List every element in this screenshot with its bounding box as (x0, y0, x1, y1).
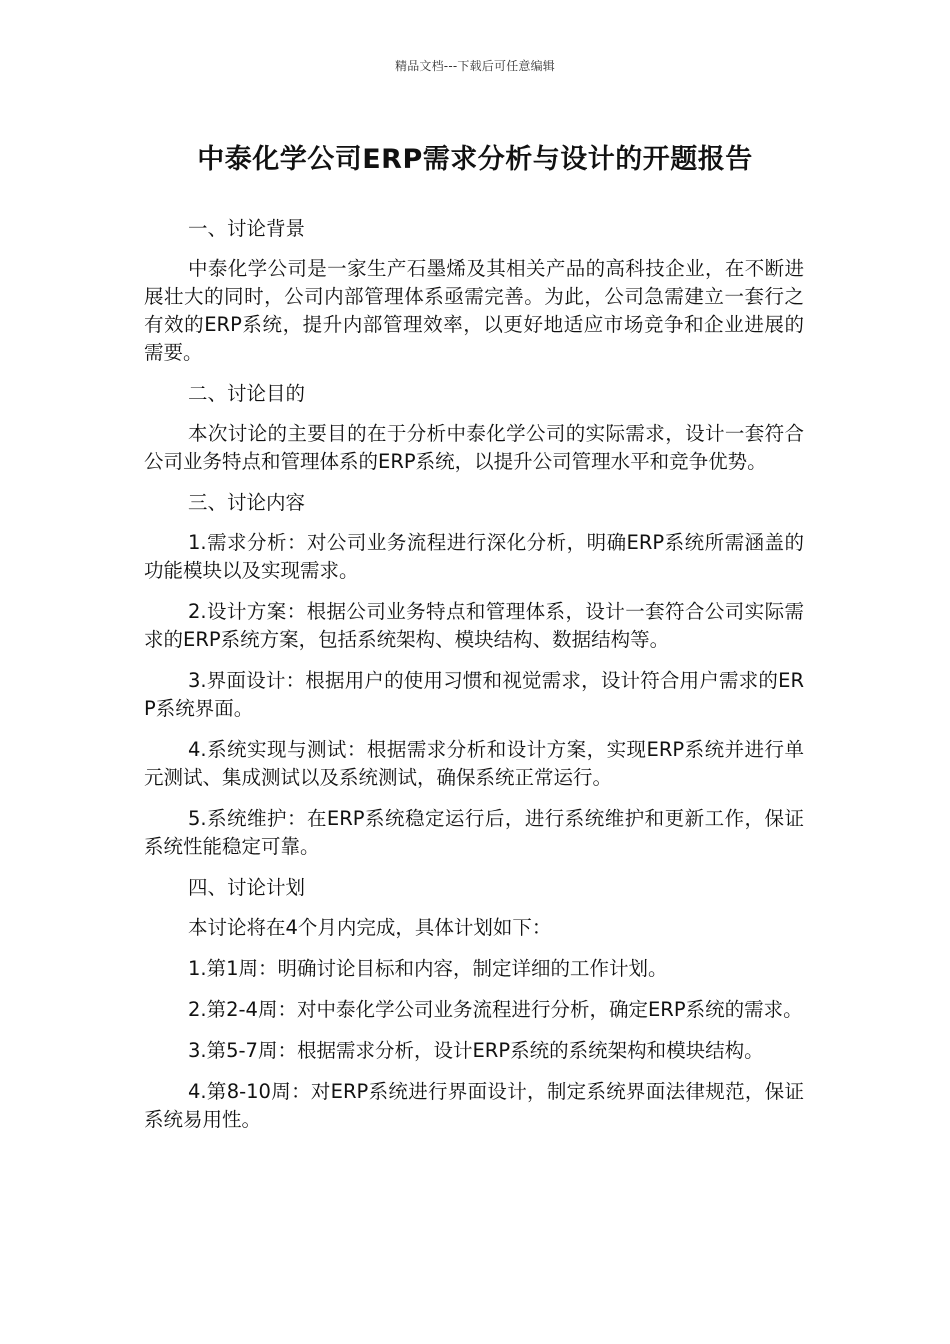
paragraph-background: 中泰化学公司是一家生产石墨烯及其相关产品的高科技企业，在不断进展壮大的同时，公司内部管理体系亟需完善。为此，公司急需建立一套行之有效的ERP系统，提升内部管理效率，以更好地适应市场竞争和企业进展的需要。 (144, 257, 804, 364)
paragraph-purpose: 本次讨论的主要目的在于分析中泰化学公司的实际需求，设计一套符合公司业务特点和管理体系的ERP系统，以提升公司管理水平和竞争优势。 (144, 422, 804, 473)
plan-intro: 本讨论将在4个月内完成，具体计划如下： (188, 916, 552, 939)
content-item-implementation: 4.系统实现与测试：根据需求分析和设计方案，实现ERP系统并进行单元测试、集成测试以及系统测试，确保系统正常运行。 (144, 738, 804, 789)
header-note: 精品文档---下载后可任意编辑 (395, 59, 555, 73)
content-item-interface: 3.界面设计：根据用户的使用习惯和视觉需求，设计符合用户需求的ERP系统界面。 (144, 669, 804, 720)
plan-item-week-2-4: 2.第2-4周：对中泰化学公司业务流程进行分析，确定ERP系统的需求。 (188, 998, 803, 1021)
section-heading-content: 三、讨论内容 (188, 491, 306, 514)
plan-item-week-1: 1.第1周：明确讨论目标和内容，制定详细的工作计划。 (188, 957, 668, 980)
section-heading-background: 一、讨论背景 (188, 217, 306, 240)
content-item-design: 2.设计方案：根据公司业务特点和管理体系，设计一套符合公司实际需求的ERP系统方案，包括系统架构、模块结构、数据结构等。 (144, 600, 804, 651)
content-item-maintenance: 5.系统维护：在ERP系统稳定运行后，进行系统维护和更新工作，保证系统性能稳定可靠。 (144, 807, 804, 858)
plan-item-week-8-10: 4.第8-10周：对ERP系统进行界面设计，制定系统界面法律规范，保证系统易用性。 (144, 1080, 804, 1131)
document-title: 中泰化学公司ERP需求分析与设计的开题报告 (197, 144, 753, 175)
section-heading-purpose: 二、讨论目的 (188, 382, 306, 405)
content-item-requirements: 1.需求分析：对公司业务流程进行深化分析，明确ERP系统所需涵盖的功能模块以及实现需求。 (144, 531, 804, 582)
plan-item-week-5-7: 3.第5-7周：根据需求分析，设计ERP系统的系统架构和模块结构。 (188, 1039, 764, 1062)
document-body (144, 215, 804, 1147)
section-heading-plan: 四、讨论计划 (188, 876, 306, 899)
